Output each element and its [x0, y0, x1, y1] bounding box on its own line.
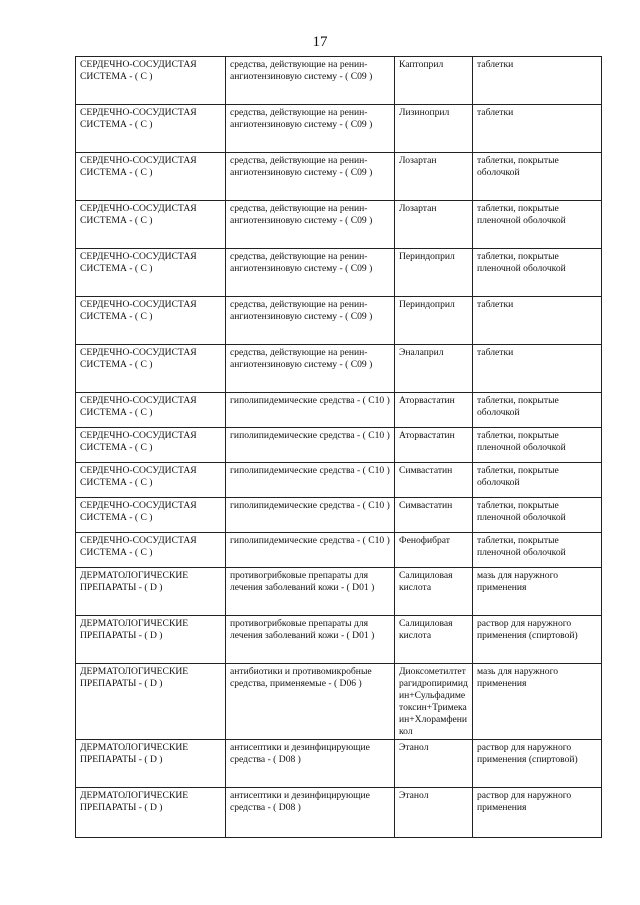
- anatomical-group-cell: СЕРДЕЧНО-СОСУДИСТАЯ СИСТЕМА - ( С ): [76, 498, 226, 533]
- table-row: [76, 249, 602, 297]
- dosage-form-cell: таблетки: [473, 345, 602, 393]
- drug-name-cell: Лозартан: [395, 153, 473, 201]
- drug-name-cell: Периндоприл: [395, 249, 473, 297]
- drug-name-cell: Каптоприл: [395, 57, 473, 105]
- table-row: [76, 740, 602, 788]
- anatomical-group-cell: СЕРДЕЧНО-СОСУДИСТАЯ СИСТЕМА - ( С ): [76, 153, 226, 201]
- anatomical-group-cell: СЕРДЕЧНО-СОСУДИСТАЯ СИСТЕМА - ( С ): [76, 249, 226, 297]
- pharmacological-group-cell: антибиотики и противомикробные средства, применяемые - ( D06 ): [226, 664, 395, 740]
- pharmacological-group-cell: средства, действующие на ренин-ангиотензиновую систему - ( С09 ): [226, 201, 395, 249]
- dosage-form-cell: таблетки, покрытые пленочной оболочкой: [473, 498, 602, 533]
- pharmacological-group-cell: средства, действующие на ренин-ангиотензиновую систему - ( С09 ): [226, 297, 395, 345]
- table-row: [76, 393, 602, 428]
- dosage-form-cell: таблетки, покрытые пленочной оболочкой: [473, 428, 602, 463]
- anatomical-group-cell: ДЕРМАТОЛОГИЧЕСКИЕ ПРЕПАРАТЫ - ( D ): [76, 616, 226, 664]
- anatomical-group-cell: СЕРДЕЧНО-СОСУДИСТАЯ СИСТЕМА - ( С ): [76, 428, 226, 463]
- dosage-form-cell: раствор для наружного применения: [473, 788, 602, 838]
- dosage-form-cell: раствор для наружного применения (спиртовой): [473, 616, 602, 664]
- table-row: [76, 533, 602, 568]
- pharmacological-group-cell: средства, действующие на ренин-ангиотензиновую систему - ( С09 ): [226, 57, 395, 105]
- anatomical-group-cell: ДЕРМАТОЛОГИЧЕСКИЕ ПРЕПАРАТЫ - ( D ): [76, 568, 226, 616]
- dosage-form-cell: таблетки, покрытые пленочной оболочкой: [473, 201, 602, 249]
- drug-name-cell: Этанол: [395, 788, 473, 838]
- anatomical-group-cell: СЕРДЕЧНО-СОСУДИСТАЯ СИСТЕМА - ( С ): [76, 463, 226, 498]
- dosage-form-cell: таблетки: [473, 297, 602, 345]
- anatomical-group-cell: ДЕРМАТОЛОГИЧЕСКИЕ ПРЕПАРАТЫ - ( D ): [76, 664, 226, 740]
- drug-name-cell: Аторвастатин: [395, 428, 473, 463]
- anatomical-group-cell: СЕРДЕЧНО-СОСУДИСТАЯ СИСТЕМА - ( С ): [76, 345, 226, 393]
- dosage-form-cell: таблетки, покрытые оболочкой: [473, 463, 602, 498]
- pharmacological-group-cell: антисептики и дезинфицирующие средства - ( D08 ): [226, 740, 395, 788]
- pharmacological-group-cell: средства, действующие на ренин-ангиотензиновую систему - ( С09 ): [226, 345, 395, 393]
- table-row: [76, 463, 602, 498]
- drug-name-cell: Этанол: [395, 740, 473, 788]
- dosage-form-cell: раствор для наружного применения (спиртовой): [473, 740, 602, 788]
- table-row: [76, 345, 602, 393]
- drug-name-cell: Лизиноприл: [395, 105, 473, 153]
- dosage-form-cell: таблетки, покрытые оболочкой: [473, 393, 602, 428]
- dosage-form-cell: таблетки: [473, 105, 602, 153]
- drug-name-cell: Лозартан: [395, 201, 473, 249]
- table-row: [76, 788, 602, 838]
- pharmacological-group-cell: гиполипидемические средства - ( С10 ): [226, 393, 395, 428]
- drug-name-cell: Эналаприл: [395, 345, 473, 393]
- anatomical-group-cell: СЕРДЕЧНО-СОСУДИСТАЯ СИСТЕМА - ( С ): [76, 297, 226, 345]
- drug-name-cell: Периндоприл: [395, 297, 473, 345]
- pharmacological-group-cell: гиполипидемические средства - ( С10 ): [226, 428, 395, 463]
- anatomical-group-cell: ДЕРМАТОЛОГИЧЕСКИЕ ПРЕПАРАТЫ - ( D ): [76, 788, 226, 838]
- table-row: [76, 568, 602, 616]
- pharmacological-group-cell: антисептики и дезинфицирующие средства - ( D08 ): [226, 788, 395, 838]
- pharmacological-group-cell: средства, действующие на ренин-ангиотензиновую систему - ( С09 ): [226, 249, 395, 297]
- pharmacological-group-cell: гиполипидемические средства - ( С10 ): [226, 498, 395, 533]
- drug-name-cell: Аторвастатин: [395, 393, 473, 428]
- drug-table: [75, 56, 602, 838]
- page-number: 17: [312, 34, 328, 50]
- table-row: [76, 664, 602, 740]
- dosage-form-cell: мазь для наружного применения: [473, 568, 602, 616]
- dosage-form-cell: таблетки, покрытые оболочкой: [473, 153, 602, 201]
- anatomical-group-cell: СЕРДЕЧНО-СОСУДИСТАЯ СИСТЕМА - ( С ): [76, 57, 226, 105]
- dosage-form-cell: мазь для наружного применения: [473, 664, 602, 740]
- drug-name-cell: Диоксометилтетрагидропиримидин+Сульфадиметоксин+Тримекаин+Хлорамфеникол: [395, 664, 473, 740]
- table-row: [76, 153, 602, 201]
- anatomical-group-cell: СЕРДЕЧНО-СОСУДИСТАЯ СИСТЕМА - ( С ): [76, 201, 226, 249]
- table-row: [76, 428, 602, 463]
- drug-name-cell: Фенофибрат: [395, 533, 473, 568]
- dosage-form-cell: таблетки, покрытые пленочной оболочкой: [473, 249, 602, 297]
- pharmacological-group-cell: средства, действующие на ренин-ангиотензиновую систему - ( С09 ): [226, 105, 395, 153]
- anatomical-group-cell: СЕРДЕЧНО-СОСУДИСТАЯ СИСТЕМА - ( С ): [76, 533, 226, 568]
- anatomical-group-cell: СЕРДЕЧНО-СОСУДИСТАЯ СИСТЕМА - ( С ): [76, 393, 226, 428]
- dosage-form-cell: таблетки, покрытые пленочной оболочкой: [473, 533, 602, 568]
- drug-name-cell: Салициловая кислота: [395, 568, 473, 616]
- pharmacological-group-cell: гиполипидемические средства - ( С10 ): [226, 533, 395, 568]
- table-row: [76, 105, 602, 153]
- pharmacological-group-cell: средства, действующие на ренин-ангиотензиновую систему - ( С09 ): [226, 153, 395, 201]
- table-row: [76, 201, 602, 249]
- table-row: [76, 616, 602, 664]
- table-row: [76, 57, 602, 105]
- drug-name-cell: Симвастатин: [395, 498, 473, 533]
- pharmacological-group-cell: противогрибковые препараты для лечения заболеваний кожи - ( D01 ): [226, 568, 395, 616]
- pharmacological-group-cell: противогрибковые препараты для лечения заболеваний кожи - ( D01 ): [226, 616, 395, 664]
- drug-name-cell: Симвастатин: [395, 463, 473, 498]
- table-row: [76, 297, 602, 345]
- anatomical-group-cell: ДЕРМАТОЛОГИЧЕСКИЕ ПРЕПАРАТЫ - ( D ): [76, 740, 226, 788]
- dosage-form-cell: таблетки: [473, 57, 602, 105]
- table-row: [76, 498, 602, 533]
- anatomical-group-cell: СЕРДЕЧНО-СОСУДИСТАЯ СИСТЕМА - ( С ): [76, 105, 226, 153]
- pharmacological-group-cell: гиполипидемические средства - ( С10 ): [226, 463, 395, 498]
- drug-name-cell: Салициловая кислота: [395, 616, 473, 664]
